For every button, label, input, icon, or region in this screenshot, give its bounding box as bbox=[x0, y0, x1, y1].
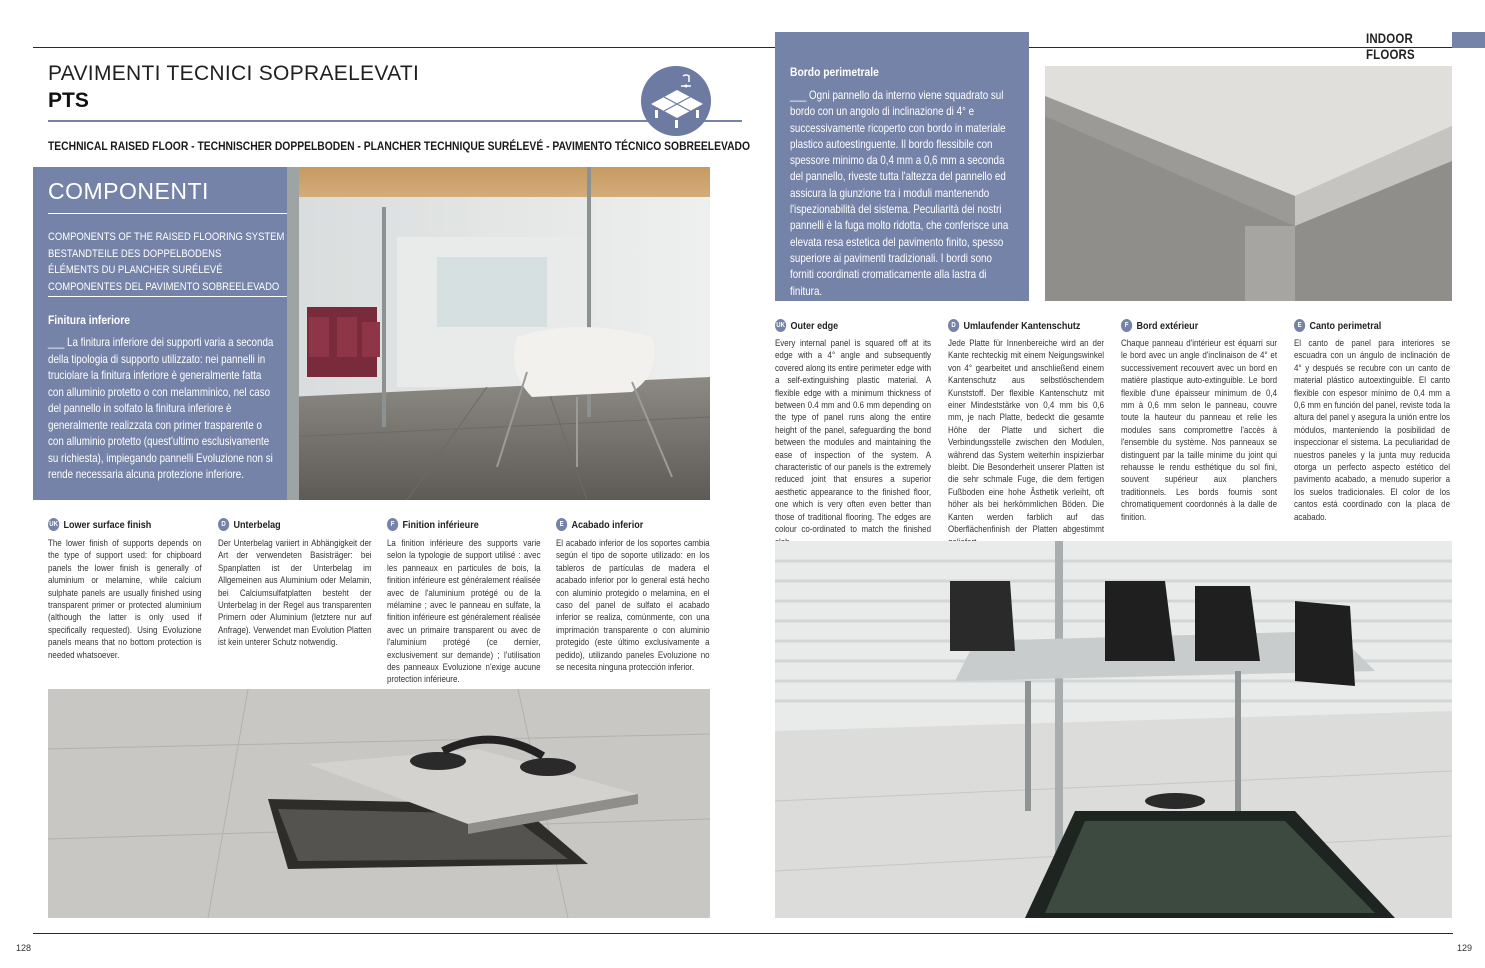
edge-heading-f bbox=[1121, 319, 1198, 332]
edge-text-f: Chaque panneau d'intérieur est équarri sur le bord avec un angle d'inclinaison de 4° et successivement recouvert avec un bord en matière plastique auto-extinguible. Le bord flexible d'une épaisseur minimum de 0,4 mm à 0,6 mm selon le panneau, couvre toute la hauteur du panneau et relie les modules sans compromettre l'accès à l'ensemble du système. Nos panneaux se distinguent par la taille minime du joint qui rehausse le rendu esthétique du sol fini, souvent supérieur aux planchers traditionnels. Les bords fournis sont chromatiquement coordonnés à la dalle de finition. bbox=[1121, 338, 1278, 523]
lang-badge: E bbox=[556, 518, 567, 531]
bordo-text: ___ Ogni pannello da interno viene squadrato sul bordo con un angolo di inclinazione di 4° e successivamente ricoperto con bordo in materiale plastico autoestinguente. Il bordo flessibile con spessore minimo da 0,4 mm a 0,6 mm a seconda del pannello, riveste tutta l'altezza del pannello ed assicura la giunzione tra i moduli mantenendo l'ispezionabilità del sistema. Peculiarità dei nostri pannelli è la fuga molto ridotta, che conferisce una elevata resa estetica del pavimento finito, spesso superiore ai pavimenti tradizionali. I bordi sono forniti coordinati cromaticamente alla lastra di finitura. bbox=[790, 88, 1009, 298]
meeting-room-photo bbox=[775, 541, 1452, 918]
componenti-list-item: ÉLÉMENTS DU PLANCHER SURÉLEVÉ bbox=[48, 264, 223, 276]
componenti-heading: COMPONENTI bbox=[48, 178, 209, 204]
column-title: Umlaufender Kantenschutz bbox=[963, 319, 1081, 332]
edge-text-e: El canto de panel para interiores se escuadra con un ángulo de inclinación de 4° y después se recubre con un canto de material plástico autoextinguible. El canto flexible con espesor mínimo de 0,4 mm a 0,6 mm en función del panel, reviste toda la altura del panel y asegura la unión entre los módulos, manteniendo la posibilidad de inspeccionar el sistema. La peculiaridad de nuestros paneles y la junta muy reducida otorga un perfecto aspecto estético del pavimento acabado, a menudo superior a los suelos tradicionales. El color de los cantos está coordinado con la placa de acabado. bbox=[1294, 338, 1451, 523]
lang-badge: D bbox=[218, 518, 229, 531]
componenti-list bbox=[48, 229, 285, 295]
column-title: Lower surface finish bbox=[63, 518, 152, 531]
column-title: Canto perimetral bbox=[1309, 319, 1382, 332]
componenti-list-item: BESTANDTEILE DES DOPPELBODENS bbox=[48, 247, 222, 260]
lang-badge: F bbox=[387, 518, 398, 531]
column-title: Acabado inferior bbox=[571, 518, 644, 531]
lang-badge: UK bbox=[48, 518, 59, 531]
section-tag-bar bbox=[1452, 32, 1485, 48]
lower-finish-text-e: El acabado inferior de los soportes cambia según el tipo de soporte utilizado: en los tableros de partículas de madera el acabado inferior por lo general está hecho con aluminio protegido o melamina, en el caso del panel de sulfato el acabado inferior se realiza, comúnmente, con una imprimación transparente o con aluminio protegido (este último exclusivamente a pedido), utilizando paneles Evoluzione no se necesita ninguna protección inferior. bbox=[556, 538, 710, 674]
column-title: Unterbelag bbox=[233, 518, 281, 531]
page-number-right: 129 bbox=[1457, 943, 1473, 953]
lower-finish-heading-e bbox=[556, 518, 643, 531]
page-title: PAVIMENTI TECNICI SOPRAELEVATI bbox=[48, 62, 420, 85]
lower-finish-heading-d bbox=[218, 518, 281, 531]
componenti-rule-bottom bbox=[48, 296, 287, 297]
edge-heading-e bbox=[1294, 319, 1381, 332]
edge-heading-uk bbox=[775, 319, 838, 332]
office-lounge-photo bbox=[287, 167, 710, 500]
page-title-product: PTS bbox=[48, 89, 89, 112]
edge-text-uk: Every internal panel is squared off at its edge with a 4° angle and subsequently covered along its entire perimeter edge with a self-extinguishing plastic material. A flexible edge with a minimum thickness of between 0.4 mm and 0.6 mm depending on the type of panel runs along the entire height of the panel, safeguarding the bond between the modules and maintaining the ease of inspection of the system. A characteristic of our panels is the extremely reduced joint that ensures a superior aesthetic appearance to the finished floor, one which is very often even better than those of traditional flooring. The edges are colour co-ordinated to match the finished bbox=[775, 338, 932, 536]
componenti-rule-top bbox=[48, 213, 287, 214]
lang-badge: E bbox=[1294, 319, 1305, 332]
bottom-rule bbox=[33, 933, 1453, 934]
lower-finish-text-d: Der Unterbelag variiert in Abhängigkeit der Art der verwendeten Basisträger: bei Spanplatten ist der Unterbelag im Allgemeinen aus Aluminium oder Melamin, bei Calciumsulfatplatten besteht der Unterbelag in der Regel aus transparenten Primern oder Aluminium (letztere nur auf Anfrage). Verwendet man Evolution Platten ist kein unterer Schutz notwendig. bbox=[218, 538, 372, 649]
componenti-list-item: COMPONENTS OF THE RAISED FLOORING SYSTEM bbox=[48, 231, 285, 243]
panel-lifter-photo bbox=[48, 689, 710, 918]
lower-finish-heading-uk bbox=[48, 518, 151, 531]
column-title: Finition inférieure bbox=[402, 518, 479, 531]
title-rule bbox=[48, 120, 742, 122]
top-rule bbox=[33, 47, 1485, 48]
lang-badge: D bbox=[948, 319, 959, 332]
edge-text-d: Jede Platte für Innenbereiche wird an der Kante rechteckig mit einem Neigungswinkel von 4° gearbeitet und anschließend einem Kantenschutz aus selbstlöschendem Kunststoff. Der flexible Kantenschutz mit einer Mindeststärke von 0,4 mm bis 0,6 mm, je nach Platte, bedeckt die gesamte Höhe der Platte und sichert die Verbindungsstelle zwischen den Modulen, während das System weiterhin inspizierbar bleibt. Die Besonderheit unserer Platten ist die sehr schmale Fuge, die dem fertigen Fußboden eine hohe Ästhetik verleiht, oft höher als bei herkömmlichen Böden. Die Kanten werden farblich auf das Oberflächenfinish der Platten abgestimmt bbox=[948, 338, 1105, 536]
lang-badge: UK bbox=[775, 319, 786, 332]
finitura-heading: Finitura inferiore bbox=[48, 313, 130, 327]
finitura-text: ___ La finitura inferiore dei supporti varia a seconda della tipologia di supporto utilizzato: nei pannelli in truciolare la finitura inferiore è generalmente fatta con alluminio protetto o con melamminico, nel caso del pannello in solfato la finitura inferiore è generalmente realizzata con primer trasparente o con alluminio protetto (quest'ultimo esclusivamente su richiesta), impiegando pannelli Evoluzione non si rende necessaria alcuna protezione inferiore. bbox=[48, 335, 274, 481]
lower-finish-text-f: La finition inférieure des supports varie selon la typologie de support utilisé : avec les panneaux en particules de bois, la finition inférieure est généralement réalisée avec de l'aluminium protégé ou de la mélamine ; avec le panneau en sulfate, la finition inférieure est généralement réalisée avec un primaire transparent ou avec de l'aluminium protégé (ce dernier, exclusivement sur demande) ; l'utilisation des panneaux Evoluzione n'exige aucune protection inférieure. bbox=[387, 538, 541, 686]
panel-edge-photo bbox=[1045, 66, 1452, 301]
page-number-left: 128 bbox=[16, 943, 32, 953]
column-title: Bord extérieur bbox=[1136, 319, 1199, 332]
componenti-list-item: COMPONENTES DEL PAVIMENTO SOBREELEVADO bbox=[48, 280, 280, 293]
column-title: Outer edge bbox=[790, 319, 839, 332]
raised-floor-logo-icon bbox=[641, 66, 711, 136]
page-subtitle: TECHNICAL RAISED FLOOR - TECHNISCHER DOPPELBODEN - PLANCHER TECHNIQUE SURÉLEVÉ - PAVIMENTO TÉCNICO SOBREELEVADO bbox=[48, 139, 751, 153]
lower-finish-heading-f bbox=[387, 518, 479, 531]
edge-heading-d bbox=[948, 319, 1080, 332]
lang-badge: F bbox=[1121, 319, 1132, 332]
bordo-heading: Bordo perimetrale bbox=[790, 65, 879, 79]
lower-finish-text-uk: The lower finish of supports depends on the type of support used: for chipboard panels the lower finish is generally of aluminium or melamine, while calcium sulphate panels are usually finished using transparent primer or protected aluminium (although the latter is only used if specifically requested). Using Evoluzione panels means that no bottom protection is needed whatsoever. bbox=[48, 538, 202, 661]
section-tag: INDOOR FLOORS bbox=[1366, 30, 1415, 62]
